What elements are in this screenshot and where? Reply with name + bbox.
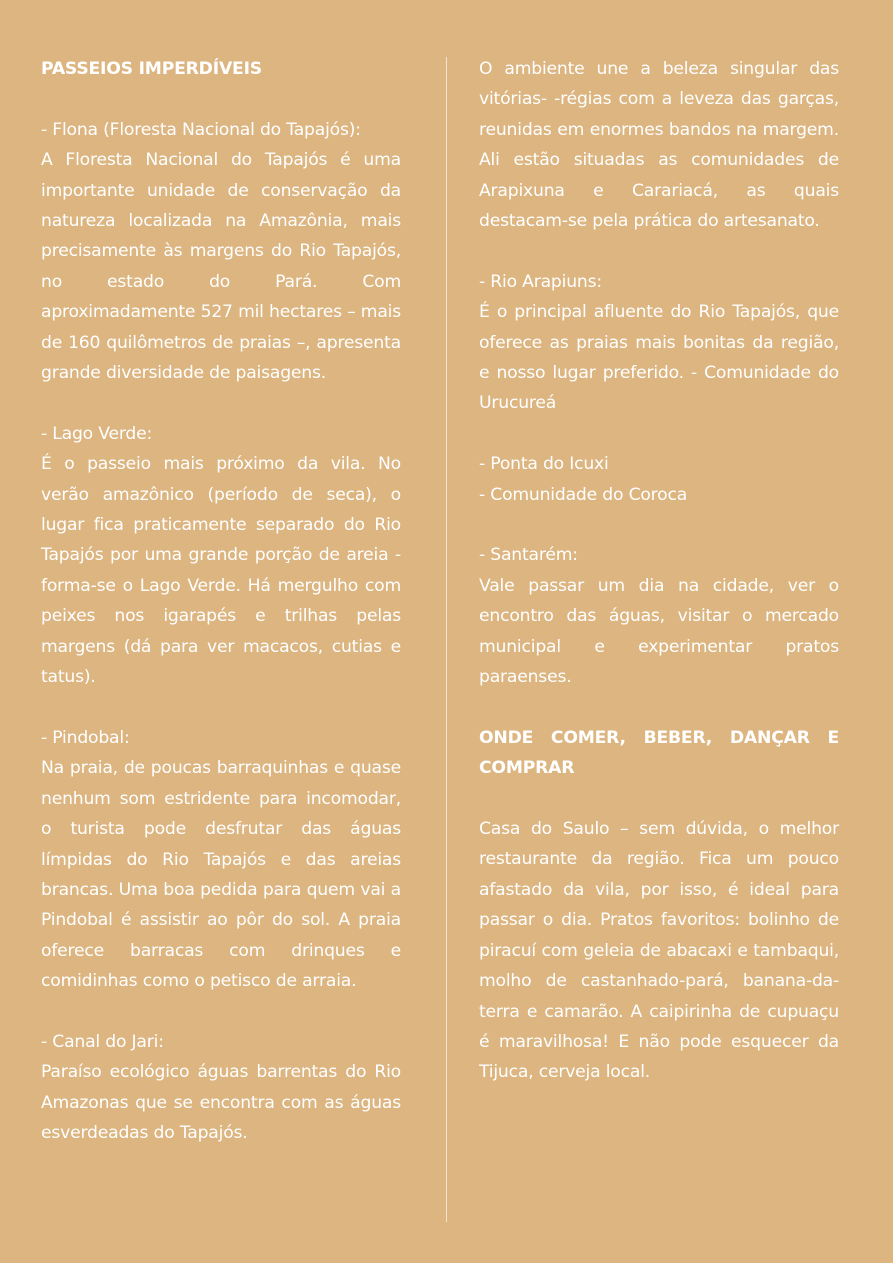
spacer bbox=[479, 692, 839, 722]
spacer bbox=[479, 236, 839, 266]
spacer bbox=[479, 510, 839, 540]
section-canal-do-jari bbox=[41, 1027, 401, 1149]
section-body: Vale passar um dia na cidade, ver o encontro das águas, visitar o mercado municipal e experimentar pratos paraenses. bbox=[479, 575, 839, 688]
section-title: - Lago Verde: bbox=[41, 423, 153, 444]
section-heading-onde-comer: ONDE COMER, BEBER, DANÇAR E COMPRAR bbox=[479, 727, 839, 779]
section-heading-passeios: PASSEIOS IMPERDÍVEIS bbox=[41, 59, 262, 79]
section-body: É o passeio mais próximo da vila. No verão amazônico (período de seca), o lugar fica praticamente separado do Rio Tapajós por uma grande porção de areia - forma-se o Lago Verde. Há mergulho com peixes nos igarapés e trilhas pelas margens (dá para ver macacos, cutias e tatus). bbox=[41, 454, 401, 688]
section-body: Na praia, de poucas barraquinhas e quase nenhum som estridente para incomodar, o turista pode desfrutar das águas límpidas do Rio Tapajós e das areias brancas. Uma boa pedida para quem vai a Pindobal é assistir ao pôr do sol. A praia oferece barracas com drinques e comidinhas como o petisco de arraia. bbox=[41, 758, 401, 992]
section-title: - Santarém: bbox=[479, 545, 578, 566]
restaurant-paragraph: Casa do Saulo – sem dúvida, o melhor restaurante da região. Fica um pouco afastado da vila, por isso, é ideal para passar o dia. Pratos favoritos: bolinho de piracuí com geleia de abacaxi e tambaqui, molho de castanhado-pará, banana-da-terra e camarão. A caipirinha de cupuaçu é maravilhosa! E não pode esquecer da Tijuca, cerveja local. bbox=[479, 819, 839, 1083]
section-santarem bbox=[479, 540, 839, 692]
section-title: - Pindobal: bbox=[41, 727, 130, 748]
spacer bbox=[41, 693, 401, 723]
spacer bbox=[479, 419, 839, 449]
section-pindobal bbox=[41, 723, 401, 997]
section-lago-verde bbox=[41, 419, 401, 693]
section-body: Paraíso ecológico águas barrentas do Rio Amazonas que se encontra com as águas esverdeadas do Tapajós. bbox=[41, 1062, 401, 1144]
spacer bbox=[41, 997, 401, 1027]
left-column bbox=[41, 54, 401, 1149]
spacer bbox=[41, 388, 401, 418]
list-item: - Comunidade do Coroca bbox=[479, 484, 688, 505]
section-flona bbox=[41, 115, 401, 389]
section-body: A Floresta Nacional do Tapajós é uma importante unidade de conservação da natureza localizada na Amazônia, mais precisamente às margens do Rio Tapajós, no estado do Pará. Com aproximadamente 527 mil hectares – mais de 160 quilômetros de praias –, apresenta grande diversidade de paisagens. bbox=[41, 150, 401, 384]
section-body: É o principal afluente do Rio Tapajós, que oferece as praias mais bonitas da região, e nosso lugar preferido. - Comunidade do Urucureá bbox=[479, 302, 839, 414]
places-list bbox=[479, 449, 839, 510]
column-divider bbox=[446, 57, 447, 1222]
intro-paragraph: O ambiente une a beleza singular das vitórias- -régias com a leveza das garças, reunidas em enormes bandos na margem. Ali estão situadas as comunidades de Arapixuna e Carariacá, as quais destacam-se pela prática do artesanato. bbox=[479, 59, 839, 232]
section-title: - Flona (Floresta Nacional do Tapajós): bbox=[41, 119, 361, 140]
list-item: - Ponta do Icuxi bbox=[479, 454, 609, 475]
spacer bbox=[41, 84, 401, 114]
right-column bbox=[479, 54, 839, 1088]
section-title: - Rio Arapiuns: bbox=[479, 271, 602, 292]
spacer bbox=[479, 784, 839, 814]
section-rio-arapiuns bbox=[479, 267, 839, 419]
section-title: - Canal do Jari: bbox=[41, 1031, 164, 1052]
